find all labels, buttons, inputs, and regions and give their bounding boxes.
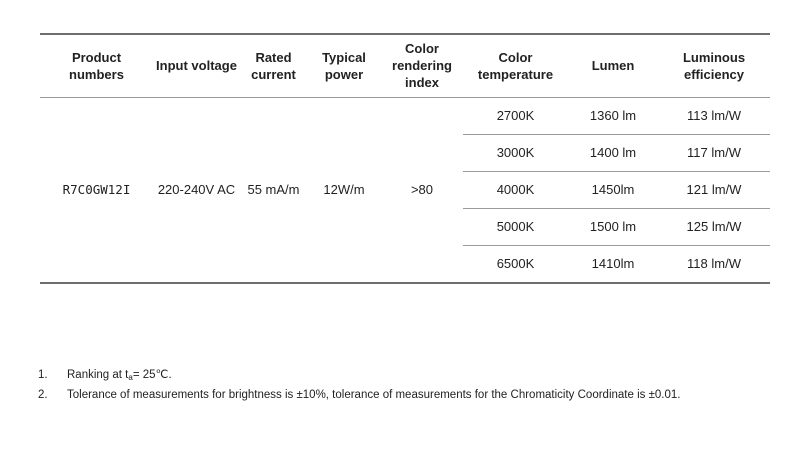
table-row (40, 97, 770, 134)
header-color-temperature: Color temperature (463, 34, 568, 97)
lumen-cell: 1410lm (568, 245, 658, 283)
footnotes (38, 365, 778, 405)
footnote-item (38, 385, 778, 405)
color-temperature-cell: 6500K (463, 245, 568, 283)
product-number-cell: R7C0GW12I (40, 97, 153, 283)
table-header-row (40, 34, 770, 97)
footnote-item (38, 365, 778, 385)
cri-cell: >80 (381, 97, 463, 283)
subscript-a: a (128, 373, 133, 382)
efficiency-cell: 125 lm/W (658, 208, 770, 245)
footnote-number: 1. (38, 369, 48, 381)
header-product-numbers: Product numbers (40, 34, 153, 97)
color-temperature-cell: 4000K (463, 171, 568, 208)
footnote-number: 2. (38, 389, 48, 401)
efficiency-cell: 121 lm/W (658, 171, 770, 208)
color-temperature-cell: 3000K (463, 134, 568, 171)
header-input-voltage: Input voltage (153, 34, 240, 97)
footnote-text: Tolerance of measurements for brightness is ±10%, tolerance of measurements for the Chromaticity Coordinate is ±0.01. (67, 389, 681, 401)
header-rated-current: Rated current (240, 34, 307, 97)
color-temperature-cell: 5000K (463, 208, 568, 245)
typical-power-cell: 12W/m (307, 97, 381, 283)
specification-table (40, 33, 770, 284)
footnote-text: Ranking at $t_a=$ 25℃. (67, 369, 172, 382)
lumen-cell: 1360 lm (568, 97, 658, 134)
lumen-cell: 1400 lm (568, 134, 658, 171)
efficiency-cell: 117 lm/W (658, 134, 770, 171)
lumen-cell: 1450lm (568, 171, 658, 208)
efficiency-cell: 113 lm/W (658, 97, 770, 134)
color-temperature-cell: 2700K (463, 97, 568, 134)
header-typical-power: Typical power (307, 34, 381, 97)
input-voltage-cell: 220-240V AC (153, 97, 240, 283)
header-color-rendering-index: Color rendering index (381, 34, 463, 97)
rated-current-cell: 55 mA/m (240, 97, 307, 283)
efficiency-cell: 118 lm/W (658, 245, 770, 283)
lumen-cell: 1500 lm (568, 208, 658, 245)
header-lumen: Lumen (568, 34, 658, 97)
header-luminous-efficiency: Luminous efficiency (658, 34, 770, 97)
